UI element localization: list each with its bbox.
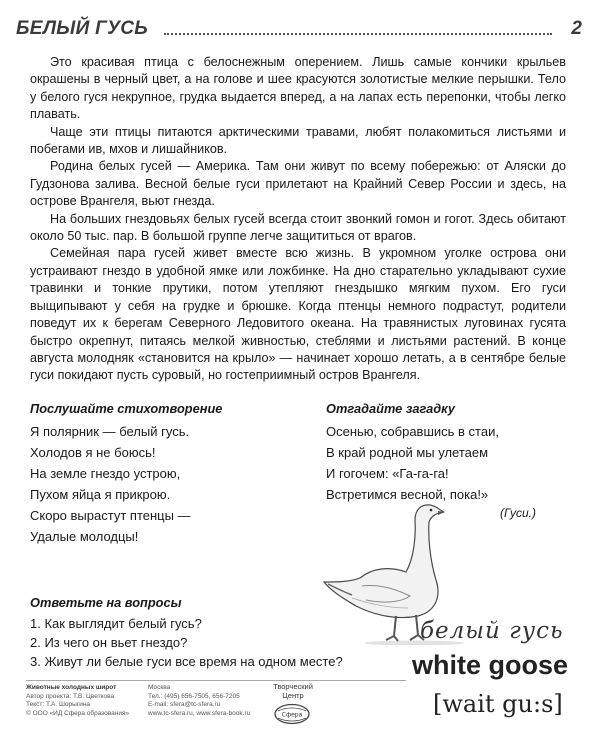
poem-line: Скоро вырастут птенцы —	[30, 508, 191, 523]
publisher-logo-icon	[272, 703, 312, 725]
questions-section	[30, 593, 410, 671]
footer-author: Автор проекта: Т.В. Цветкова	[26, 692, 115, 700]
poem-line: Я полярник — белый гусь.	[30, 424, 190, 439]
riddle-line: В край родной мы улетаем	[326, 445, 489, 460]
poem-line: Холодов я не боюсь!	[30, 445, 156, 460]
question-item: 1. Как выглядит белый гусь?	[30, 616, 202, 631]
poem-section	[30, 398, 310, 547]
paragraph: На больших гнездовьях белых гусей всегда стоит звонкий гомон и гогот. Здесь обитают около 50 тыс. пар. В большой группе легче защититься от врагов.	[30, 211, 566, 244]
poem-line: Удалые молодцы!	[30, 529, 139, 544]
paragraph: Это красивая птица с белоснежным оперением. Лишь самые кончики крыльев окрашены в черный цвет, а на голове и шее красуются золотистые мелкие перышки. Тело у белого гуся некрупное, грудка выдается вперед, а на лапах есть перепонки, чтобы легко плавать.	[30, 55, 566, 122]
page-number: 2	[571, 18, 582, 39]
riddle-line: И гогочем: «Га-га-га!	[326, 466, 449, 481]
footer-email: E-mail: sfera@tc-sfera.ru	[148, 701, 221, 709]
paragraph: Семейная пара гусей живет вместе всю жизнь. В укромном уголке острова они устраивают гнездо в удобной ямке или ложбинке. На дно старательно укладывают сухие травинки и тонкие прутики, потом утепляют гнездышко мягким пухом. Его гуси выщипывают у себя на грудке и брюшке. Когда птенцы немного подрастут, родители поведут их к берегам Северного Ледовитого океана. На травянистых луговинах гусята быстро окрепнут, питаясь мелкой живностью, стеблями и листьями растений. В конце августа молодняк «становится на крыло» — начинает хорошо летать, а в сентябре белые гуси покидают пусть суровый, но гостеприимный остров Врангеля.	[30, 246, 566, 383]
paragraph: Чаще эти птицы питаются арктическими травами, любят полакомиться листьями и побегами ив, мхов и лишайников.	[30, 124, 566, 157]
riddle-line: Встретимся весной, пока!»	[326, 487, 489, 502]
footer-text-author: Текст: Т.А. Шорыгина	[26, 701, 91, 709]
riddle-line: Осенью, собравшись в стаи,	[326, 424, 499, 439]
footer-phone: Тел.: (495) 656-7505, 656-7205	[148, 692, 240, 700]
publisher-name: Творческий Центр	[273, 682, 313, 700]
footer-city: Москва	[148, 684, 171, 691]
poem-line: Пухом яйца я прикрою.	[30, 487, 171, 502]
riddle-answer: (Гуси.)	[500, 506, 536, 520]
questions-title: Ответьте на вопросы	[30, 595, 182, 610]
poem-title: Послушайте стихотворение	[30, 401, 223, 416]
footer-credits	[26, 684, 146, 718]
page-header	[16, 18, 582, 44]
question-item: 3. Живут ли белые гуси все время на одном месте?	[30, 654, 343, 669]
question-item: 2. Из чего он вьет гнездо?	[30, 635, 188, 650]
footer-copyright: © ООО «ИД Сфера образования»	[26, 709, 130, 717]
transcription-label: [wait gu:s]	[433, 690, 563, 718]
english-label: white goose	[412, 650, 569, 680]
logo-text: Сфера	[281, 711, 303, 719]
page-title: БЕЛЫЙ ГУСЬ	[16, 18, 149, 39]
footer-contacts	[148, 684, 268, 718]
footer-series: Животные холодных широт	[26, 684, 117, 691]
script-label: белый гусь	[420, 618, 564, 644]
paragraph: Родина белых гусей — Америка. Там они живут по всему побережью: от Аляски до Гудзонова залива. Весной белые гуси прилетают на Крайний Север России и здесь, на острове Врангеля, вьют гнезда.	[30, 159, 566, 209]
footer-divider	[26, 680, 406, 681]
article-text	[30, 54, 566, 385]
footer-web: www.tc-sfera.ru, www.sfera-book.ru	[148, 709, 251, 717]
poem-line: На земле гнездо устрою,	[30, 466, 181, 481]
header-dotted-leader	[164, 33, 552, 35]
riddle-title: Отгадайте загадку	[326, 401, 455, 416]
